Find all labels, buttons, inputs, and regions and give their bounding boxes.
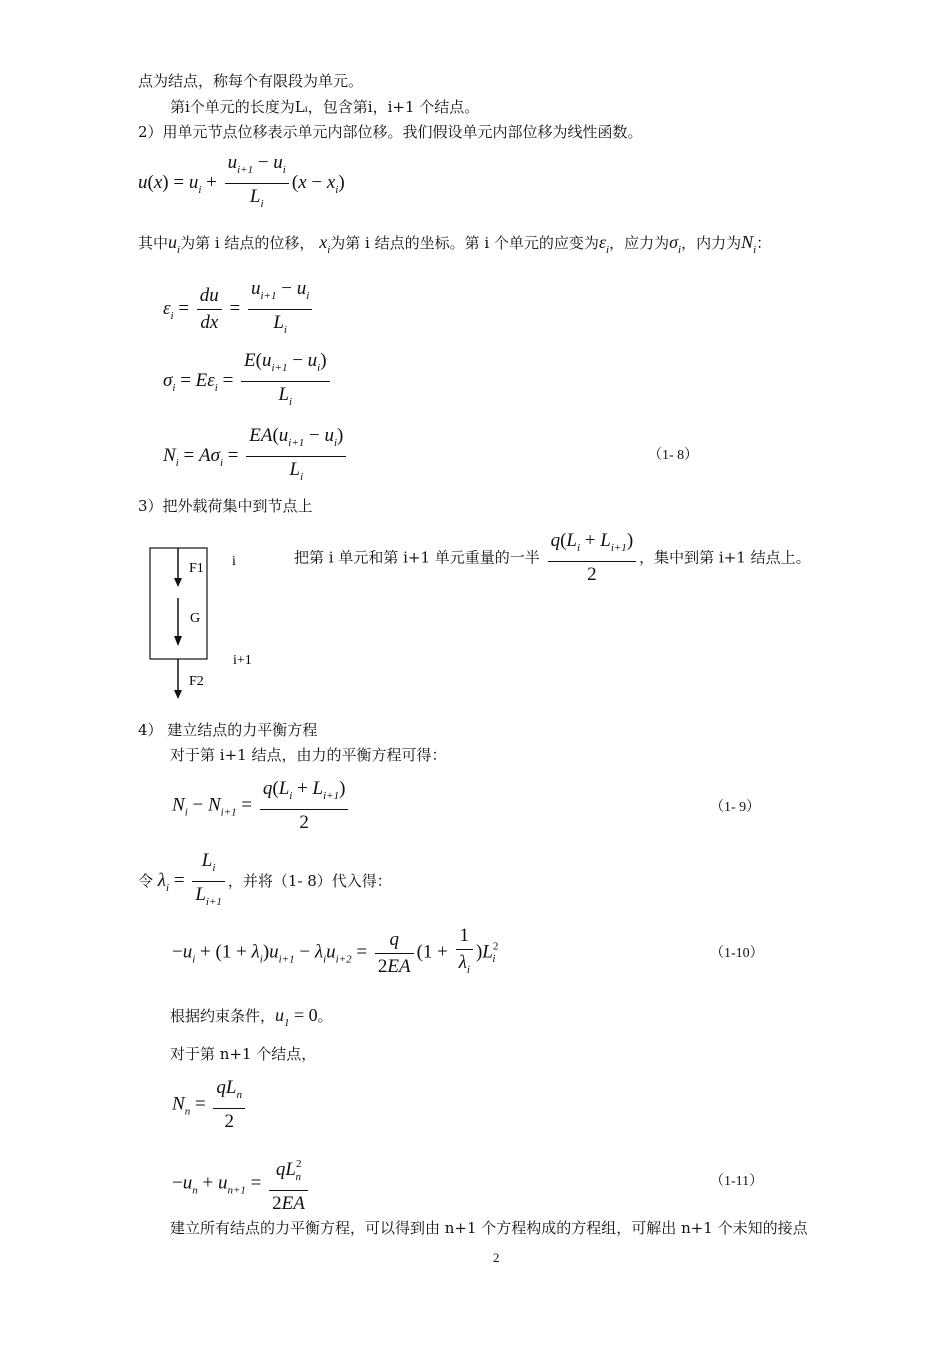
section-heading: 4） 建立结点的力平衡方程: [138, 721, 318, 739]
arrow-f2-head-icon: [174, 690, 182, 699]
equation-stress: $\sigma_i = E\varepsilon_i$ = $\frac{E(u_{i+1} - u_i)}{L_i}$: [163, 350, 333, 413]
label-f2: F2: [189, 674, 204, 689]
page-number: 2: [493, 1250, 500, 1265]
text-fragment: ，集中到第 i+1 结点上。: [639, 548, 811, 567]
text-fragment: 其中: [138, 234, 169, 252]
text-line: 把第 i 单元和第 i+1 单元重量的一半 $\frac{q(L_i + L_{i+1})}{2}$ ，集中到第 i+1 结点上。: [294, 530, 811, 585]
section-heading: 3）把外载荷集中到节点上: [138, 497, 313, 515]
label-node-i1: i+1: [233, 653, 252, 668]
text-fragment: ，应力为: [609, 234, 670, 252]
text-fragment: ，内力为: [681, 234, 742, 252]
label-f1: F1: [189, 561, 204, 576]
equation-number: （1-11）: [710, 1174, 764, 1189]
text-fragment: ，并将（1- 8）代入得：: [227, 871, 392, 890]
text-line: 根据约束条件，$u_1 = 0$。: [170, 1005, 333, 1029]
equation-number: （1- 9）: [710, 800, 761, 815]
equation-number: （1- 8）: [648, 448, 699, 463]
equation-force-balance: $N_i - N_{i+1}$ = $\frac{q(L_i + L_{i+1})}{2}$: [172, 778, 351, 834]
text-fragment: ：: [756, 234, 772, 252]
equation-strain: $\varepsilon_i$ = $\frac{du}{dx}$ = $\frac{u_{i+1} - u_i}{L_i}$: [163, 278, 315, 341]
text-line: 建立所有结点的力平衡方程，可以得到由 n+1 个方程构成的方程组，可解出 n+1 个未知的接点: [170, 1219, 808, 1237]
text-line: 对于第 n+1 个结点，: [170, 1045, 317, 1063]
text-line: 其中$u_i$为第 i 结点的位移， $x_i$为第 i 结点的坐标。第 i 个单元的应变为$\varepsilon_i$，应力为$\sigma_i$，内力为$N_i$：: [138, 232, 772, 256]
label-g: G: [190, 611, 201, 626]
label-node-i: i: [232, 554, 236, 569]
text-line: 令 $\lambda_i$ = $\frac{L_i}{L_{i+1}}$ ，并将（1- 8）代入得：: [138, 850, 392, 908]
text-fragment: 把第 i 单元和第 i+1 单元重量的一半: [294, 548, 540, 567]
text-fragment: 根据约束条件，: [170, 1007, 276, 1025]
equation-recurrence: $-u_i + (1 + \lambda_i)u_{i+1} - \lambda_iu_{i+2}$ = $\frac{q}{2EA}$ (1 + $\frac{1}{\lambda_i}$ )$L^2_i$: [172, 925, 499, 977]
text-line: 对于第 i+1 结点，由力的平衡方程可得：: [170, 746, 447, 764]
text-line: 2）用单元节点位移表示单元内部位移。我们假设单元内部位移为线性函数。: [138, 123, 643, 141]
arrow-f1-head-icon: [174, 578, 182, 587]
equation-end-node: $-u_n + u_{n+1}$ = $\frac{qL^2_n}{2EA}$: [172, 1153, 311, 1215]
equation-number: （1-10）: [710, 946, 764, 961]
text-fragment: 令: [138, 871, 154, 890]
element-force-diagram: [140, 540, 280, 705]
text-fragment: 为第 i 结点的位移，: [180, 234, 315, 252]
text-line: 第i个单元的长度为Lᵢ，包含第i，i+1 个结点。: [170, 98, 480, 116]
equation-displacement: $u(x) = u_i$ + $\frac{u_{i+1} - u_i}{L_i}$ $(x - x_i)$: [138, 152, 345, 210]
arrow-g-head-icon: [174, 636, 182, 646]
text-fragment: 为第 i 结点的坐标。第 i 个单元的应变为: [330, 234, 599, 252]
text-fragment: 。: [317, 1007, 333, 1025]
text-line: 点为结点，称每个有限段为单元。: [138, 72, 364, 90]
equation-internal-force: $N_i = A\sigma_i$ = $\frac{EA(u_{i+1} - u_i)}{L_i}$: [163, 425, 349, 488]
equation-end-force: $N_n$ = $\frac{qL_n}{2}$: [172, 1077, 248, 1133]
